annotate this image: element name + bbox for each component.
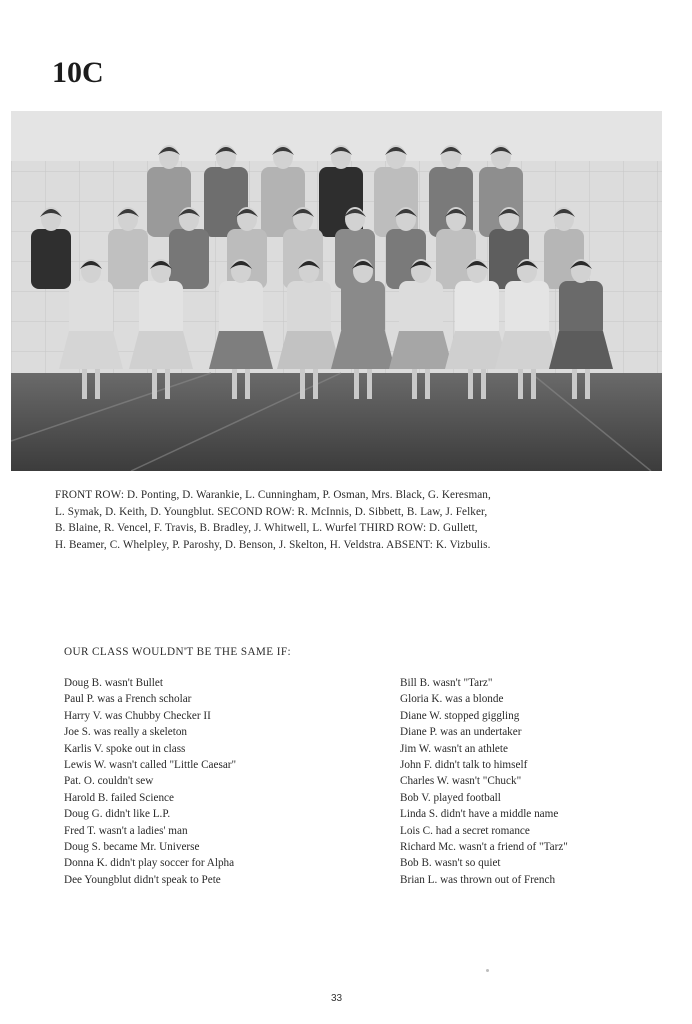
list-item: Bob V. played football	[400, 791, 501, 804]
list-item: Charles W. wasn't "Chuck"	[400, 775, 522, 788]
list-item: Diane W. stopped giggling	[400, 709, 520, 722]
list-item: Doug G. didn't like L.P.	[64, 808, 171, 821]
list-item: Bill B. wasn't "Tarz"	[400, 677, 493, 689]
list-item: John F. didn't talk to himself	[400, 759, 528, 772]
list-item: Lewis W. wasn't called "Little Caesar"	[64, 759, 237, 772]
photo-caption	[55, 487, 635, 553]
list-item: Bob B. wasn't so quiet	[400, 857, 501, 870]
page-title: 10C	[52, 56, 104, 89]
class-photo	[11, 111, 662, 471]
list-item: Joe S. was really a skeleton	[64, 726, 188, 739]
list-item: Diane P. was an undertaker	[400, 726, 522, 739]
list-item: Gloria K. was a blonde	[400, 693, 504, 706]
list-item: Paul P. was a French scholar	[64, 693, 192, 706]
list-item: Pat. O. couldn't sew	[64, 775, 154, 788]
list-item: Brian L. was thrown out of French	[400, 873, 556, 886]
list-item: Doug B. wasn't Bullet	[64, 677, 163, 689]
caption-line: FRONT ROW: D. Ponting, D. Warankie, L. Cunningham, P. Osman, Mrs. Black, G. Keresman,	[55, 489, 491, 501]
list-item: Donna K. didn't play soccer for Alpha	[64, 857, 235, 870]
list-item: Harry V. was Chubby Checker II	[64, 709, 211, 722]
list-item: Richard Mc. wasn't a friend of "Tarz"	[400, 841, 568, 854]
list-item: Karlis V. spoke out in class	[64, 742, 186, 755]
section-heading: OUR CLASS WOULDN'T BE THE SAME IF:	[64, 646, 291, 658]
list-item: Doug S. became Mr. Universe	[64, 841, 200, 854]
list-item: Linda S. didn't have a middle name	[400, 808, 559, 821]
list-item: Jim W. wasn't an athlete	[400, 742, 508, 755]
page-number: 33	[331, 993, 343, 1004]
caption-line: H. Beamer, C. Whelpley, P. Paroshy, D. Benson, J. Skelton, H. Veldstra. ABSENT: K. Vizbulis.	[55, 538, 491, 551]
right-list	[400, 675, 568, 888]
caption-line: L. Symak, D. Keith, D. Youngblut. SECOND ROW: R. McInnis, D. Sibbett, B. Law, J. Felker,	[55, 505, 488, 518]
paper-speck	[486, 969, 489, 972]
list-item: Dee Youngblut didn't speak to Pete	[64, 873, 221, 886]
caption-line: B. Blaine, R. Vencel, F. Travis, B. Bradley, J. Whitwell, L. Wurfel THIRD ROW: D. Gullett,	[55, 522, 478, 535]
list-item: Harold B. failed Science	[64, 791, 174, 804]
list-item: Lois C. had a secret romance	[400, 824, 530, 837]
list-item: Fred T. wasn't a ladies' man	[64, 824, 188, 837]
left-list	[64, 675, 236, 888]
